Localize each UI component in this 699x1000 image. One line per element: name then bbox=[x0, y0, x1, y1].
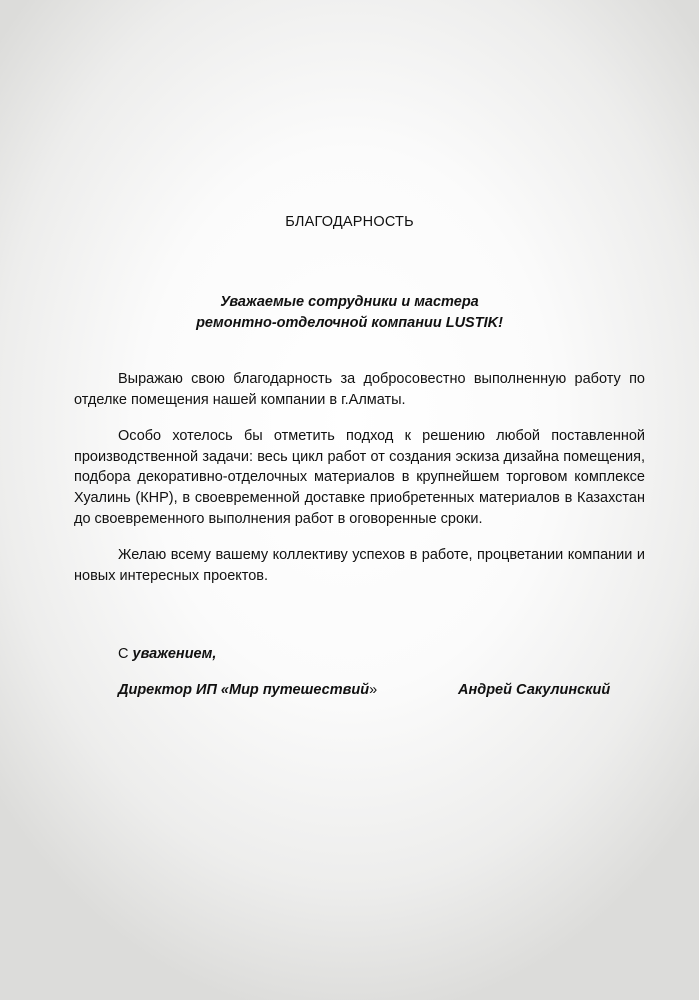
letter-greeting bbox=[0, 292, 699, 334]
signer-position-quote: » bbox=[369, 682, 378, 698]
letter-body bbox=[74, 369, 645, 602]
closing-prefix: С bbox=[118, 646, 133, 662]
letter-closing bbox=[118, 644, 216, 664]
body-paragraph-2: Особо хотелось бы отметить подход к решению любой поставленной производственной задачи: весь цикл работ от создания эскиза дизайна помещения, подбора декоративно-отделочных материалов в крупнейшем торговом комплексе Хуалинь (КНР), в своевременной доставке приобретенных материалов в Казахстан до своевременного выполнения работ в оговоренные сроки. bbox=[74, 428, 645, 527]
greeting-line-1: Уважаемые сотрудники и мастера bbox=[220, 294, 479, 310]
letter-title: БЛАГОДАРНОСТЬ bbox=[285, 214, 414, 230]
signer-position bbox=[118, 680, 377, 700]
greeting-line-2: ремонтно-отделочной компании LUSTIK! bbox=[196, 315, 503, 331]
body-paragraph-1: Выражаю свою благодарность за добросовестно выполненную работу по отделке помещения нашей компании в г.Алматы. bbox=[74, 371, 645, 408]
closing-phrase: уважением, bbox=[132, 646, 217, 662]
body-paragraph-3: Желаю всему вашему коллективу успехов в работе, процветании компании и новых интересных проектов. bbox=[74, 547, 645, 584]
signer-name: Андрей Сакулинский bbox=[458, 682, 611, 698]
signer-position-text: Директор ИП «Мир путешествий bbox=[118, 682, 370, 698]
